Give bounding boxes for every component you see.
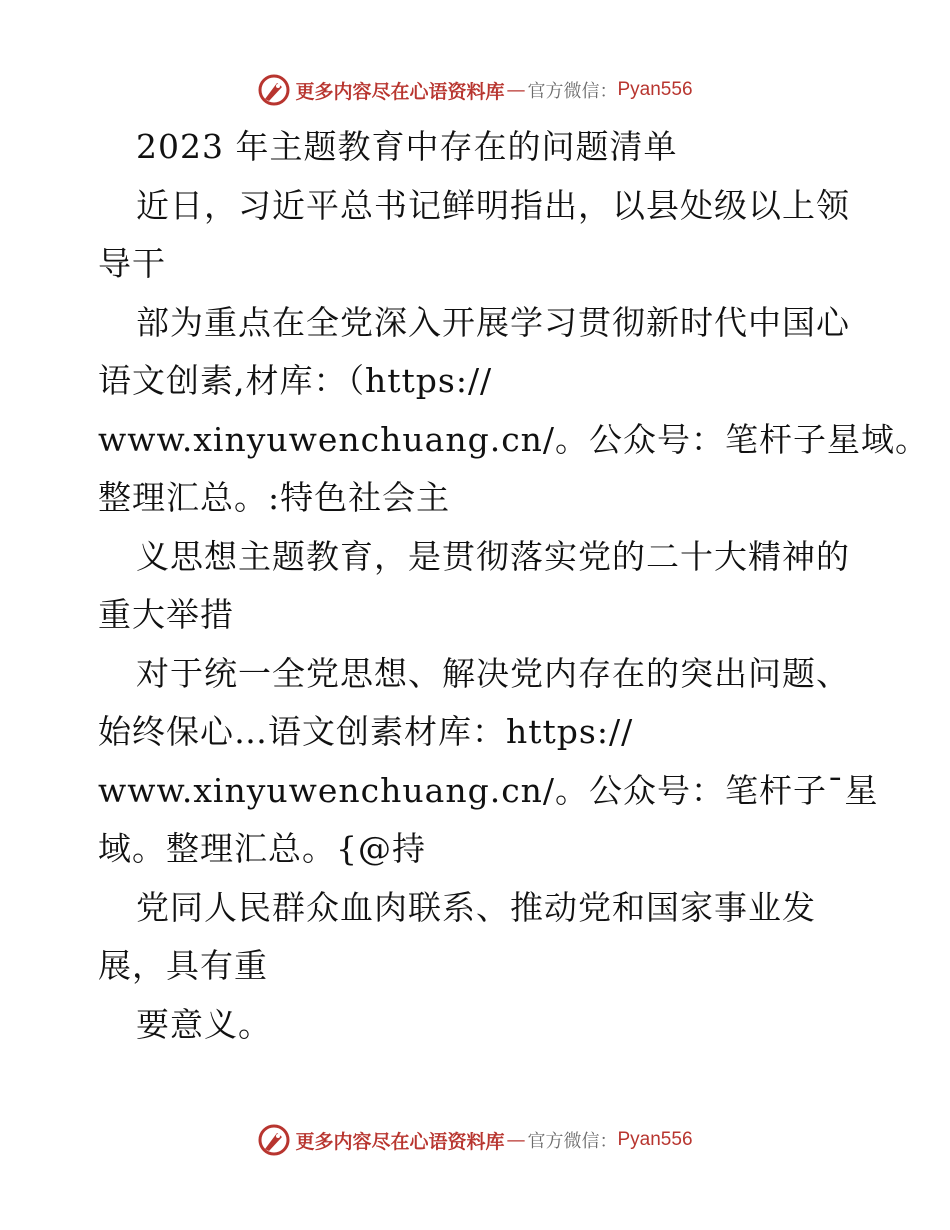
document-title: 2023 年主题教育中存在的问题清单 [136,127,678,166]
paragraph-line: 语文创素,材库：（https:// [98,361,493,400]
banner-dash: — [506,1129,526,1151]
pen-nib-circle-icon [257,73,291,107]
banner-wechat-label: 官方微信： [527,81,618,102]
footer-watermark-banner [0,1120,950,1160]
paragraph-line: www.xinyuwenchuang.cn/。公众号：笔杆子¯星 [98,770,879,810]
document-body [98,118,930,1054]
paragraph-line: www.xinyuwenchuang.cn/。公众号：笔杆子星域。 [98,419,930,459]
paragraph-line: 展，具有重 [98,946,268,985]
paragraph-line: 义思想主题教育，是贯彻落实党的二十大精神的 [136,536,850,576]
paragraph-line: 要意义。 [136,1004,272,1044]
banner-main-text: 更多内容尽在心语资料库 [295,1130,505,1153]
banner-wechat-label: 官方微信： [527,1131,618,1152]
paragraph-line: 导干 [98,244,166,283]
banner-main-text: 更多内容尽在心语资料库 [295,80,505,103]
banner-dash: — [506,79,526,101]
paragraph-line: 重大举措 [98,595,234,634]
paragraph-line: 域。整理汇总。{@持 [98,829,426,868]
banner-wechat-id: Pyan556 [617,1129,693,1150]
pen-nib-circle-icon [257,1123,291,1157]
paragraph-line: 近日，习近平总书记鲜明指出，以县处级以上领 [136,185,850,225]
header-watermark-banner [0,70,950,110]
paragraph-line: 整理汇总。:特色社会主 [98,478,451,517]
paragraph-line: 对于统一全党思想、解决党内存在的突出问题、 [136,653,850,693]
paragraph-line: 始终保心…语文创素材库：https:// [98,712,634,751]
paragraph-line: 部为重点在全党深入开展学习贯彻新时代中国心 [136,302,850,342]
banner-wechat-id: Pyan556 [617,79,693,100]
paragraph-line: 党同人民群众血肉联系、推动党和国家事业发 [136,887,816,927]
